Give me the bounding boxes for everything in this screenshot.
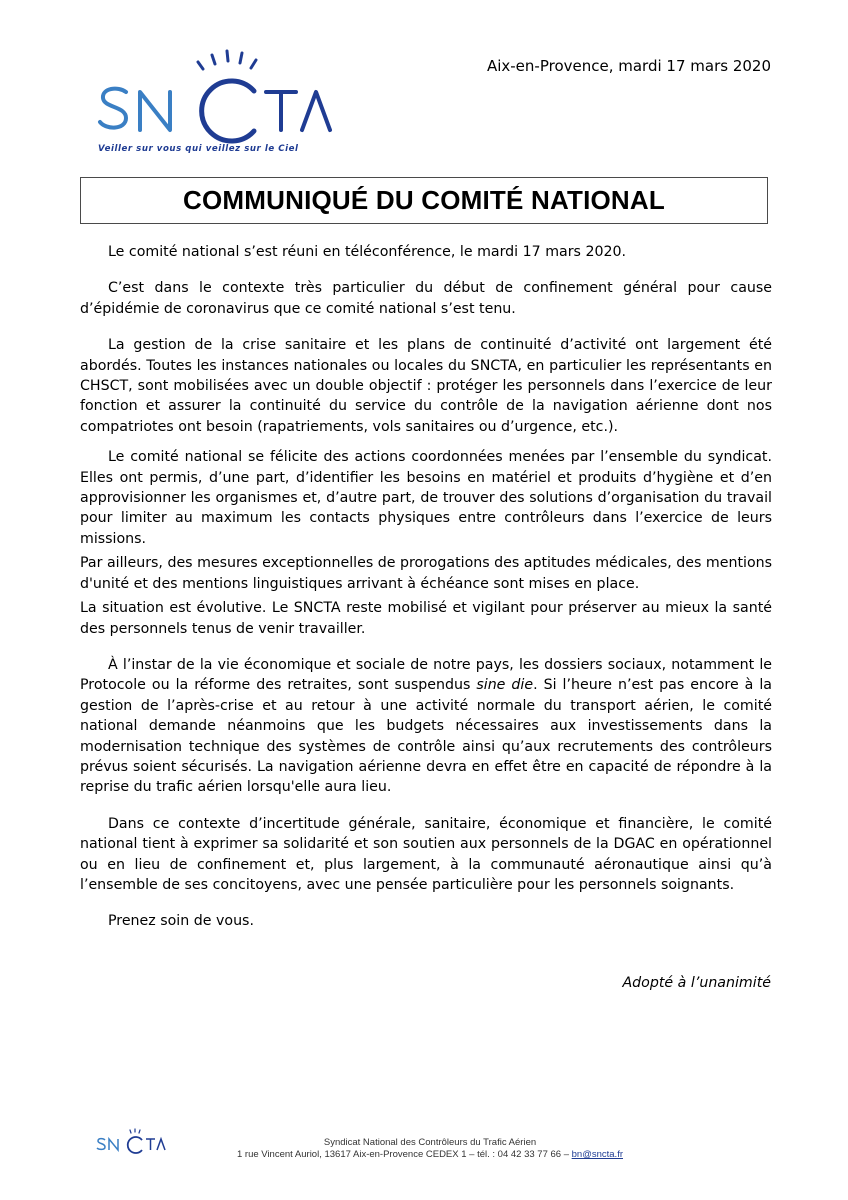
paragraph-7 (80, 655, 772, 798)
paragraph-4: Le comité national se félicite des actions coordonnées menées par l’ensemble du syndicat. Elles ont permis, d’une part, d’identifier les besoins en matériel et produits d’hygiène et d’en approvisionner les organismes et, d’autre part, de trouver des solutions d’organisation du travail pour limiter au maximum les contacts physiques entre contrôleurs dans l’exercice de leurs missions. (80, 449, 772, 547)
sncta-logo (96, 48, 336, 160)
footer-address-line (180, 1149, 680, 1161)
paragraph-7-part-b: . Si l’heure n’est pas encore à la gestion de l’après-crise et au retour à une activité normale du transport aérien, le comité national demande néanmoins que les budgets nécessaires aux investissements dans la modernisation technique des systèmes de contrôle ainsi qu’aux recrutements des contrôleurs prévus soient sécurisés. La navigation aérienne devra en effet être en capacité de répondre à la reprise du trafic aérien lorsqu'elle aura lieu. (80, 677, 772, 796)
date-line: Aix-en-Provence, mardi 17 mars 2020 (486, 57, 771, 75)
paragraph-7-emphasis: sine die (476, 677, 534, 694)
footer-logo (96, 1128, 168, 1154)
title-box (80, 177, 768, 224)
paragraph-8: Dans ce contexte d’incertitude générale, sanitaire, économique et financière, le comité national tient à exprimer sa solidarité et son soutien aux personnels de la DGAC en opérationnel ou en lieu de confinement et, plus largement, à la communauté aéronautique ainsi qu’à l’ensemble de ses concitoyens, avec une pensée particulière pour les personnels soignants. (80, 815, 772, 893)
paragraph-6: La situation est évolutive. Le SNCTA reste mobilisé et vigilant pour préserver au mieux la santé des personnels tenus de venir travailler. (80, 600, 772, 637)
paragraph-1: Le comité national s’est réuni en téléconférence, le mardi 17 mars 2020. (108, 244, 627, 260)
footer-org-name: Syndicat National des Contrôleurs du Trafic Aérien (323, 1137, 537, 1148)
sun-rays-icon (198, 51, 256, 69)
signature: Adopté à l’unanimité (622, 975, 771, 991)
paragraph-3: La gestion de la crise sanitaire et les plans de continuité d’activité ont largement été abordés. Toutes les instances nationales ou locales du SNCTA, en particulier les représentants en CHSCT, sont mobilisées avec un double objectif : protéger les personnels dans l’exercice de leur fonction et assurer la continuité du service du contrôle de la navigation aérienne dont nos compatriotes ont besoin (rapatriements, vols sanitaires ou d’urgence, etc.). (80, 337, 772, 435)
communique-body (80, 242, 772, 932)
paragraph-2: C’est dans le contexte très particulier du début de confinement général pour cause d’épidémie de coronavirus que ce comité national s’est tenu. (80, 280, 772, 317)
logo-tagline: Veiller sur vous qui veillez sur le Ciel (98, 144, 299, 154)
footer-logo-graphic (96, 1128, 168, 1154)
paragraph-5: Par ailleurs, des mesures exceptionnelles de prorogations des aptitudes médicales, des mentions d'unité et des mentions linguistiques arrivant à échéance sont mises en place. (80, 555, 773, 592)
footer-sun-rays-icon (130, 1129, 140, 1133)
footer-email-link[interactable]: bn@sncta.fr (571, 1149, 623, 1160)
paragraph-7-part-a: À l’instar de la vie économique et sociale de notre pays, les dossiers sociaux, notamment le Protocole ou la réforme des retraites, sont suspendus (80, 656, 772, 694)
page-title: COMMUNIQUÉ DU COMITÉ NATIONAL (183, 185, 665, 215)
footer-address: 1 rue Vincent Auriol, 13617 Aix-en-Provence CEDEX 1 – tél. : 04 42 33 77 66 – (236, 1149, 572, 1160)
paragraph-9: Prenez soin de vous. (108, 913, 254, 930)
footer (180, 1137, 680, 1161)
sncta-logo-graphic (96, 48, 336, 144)
